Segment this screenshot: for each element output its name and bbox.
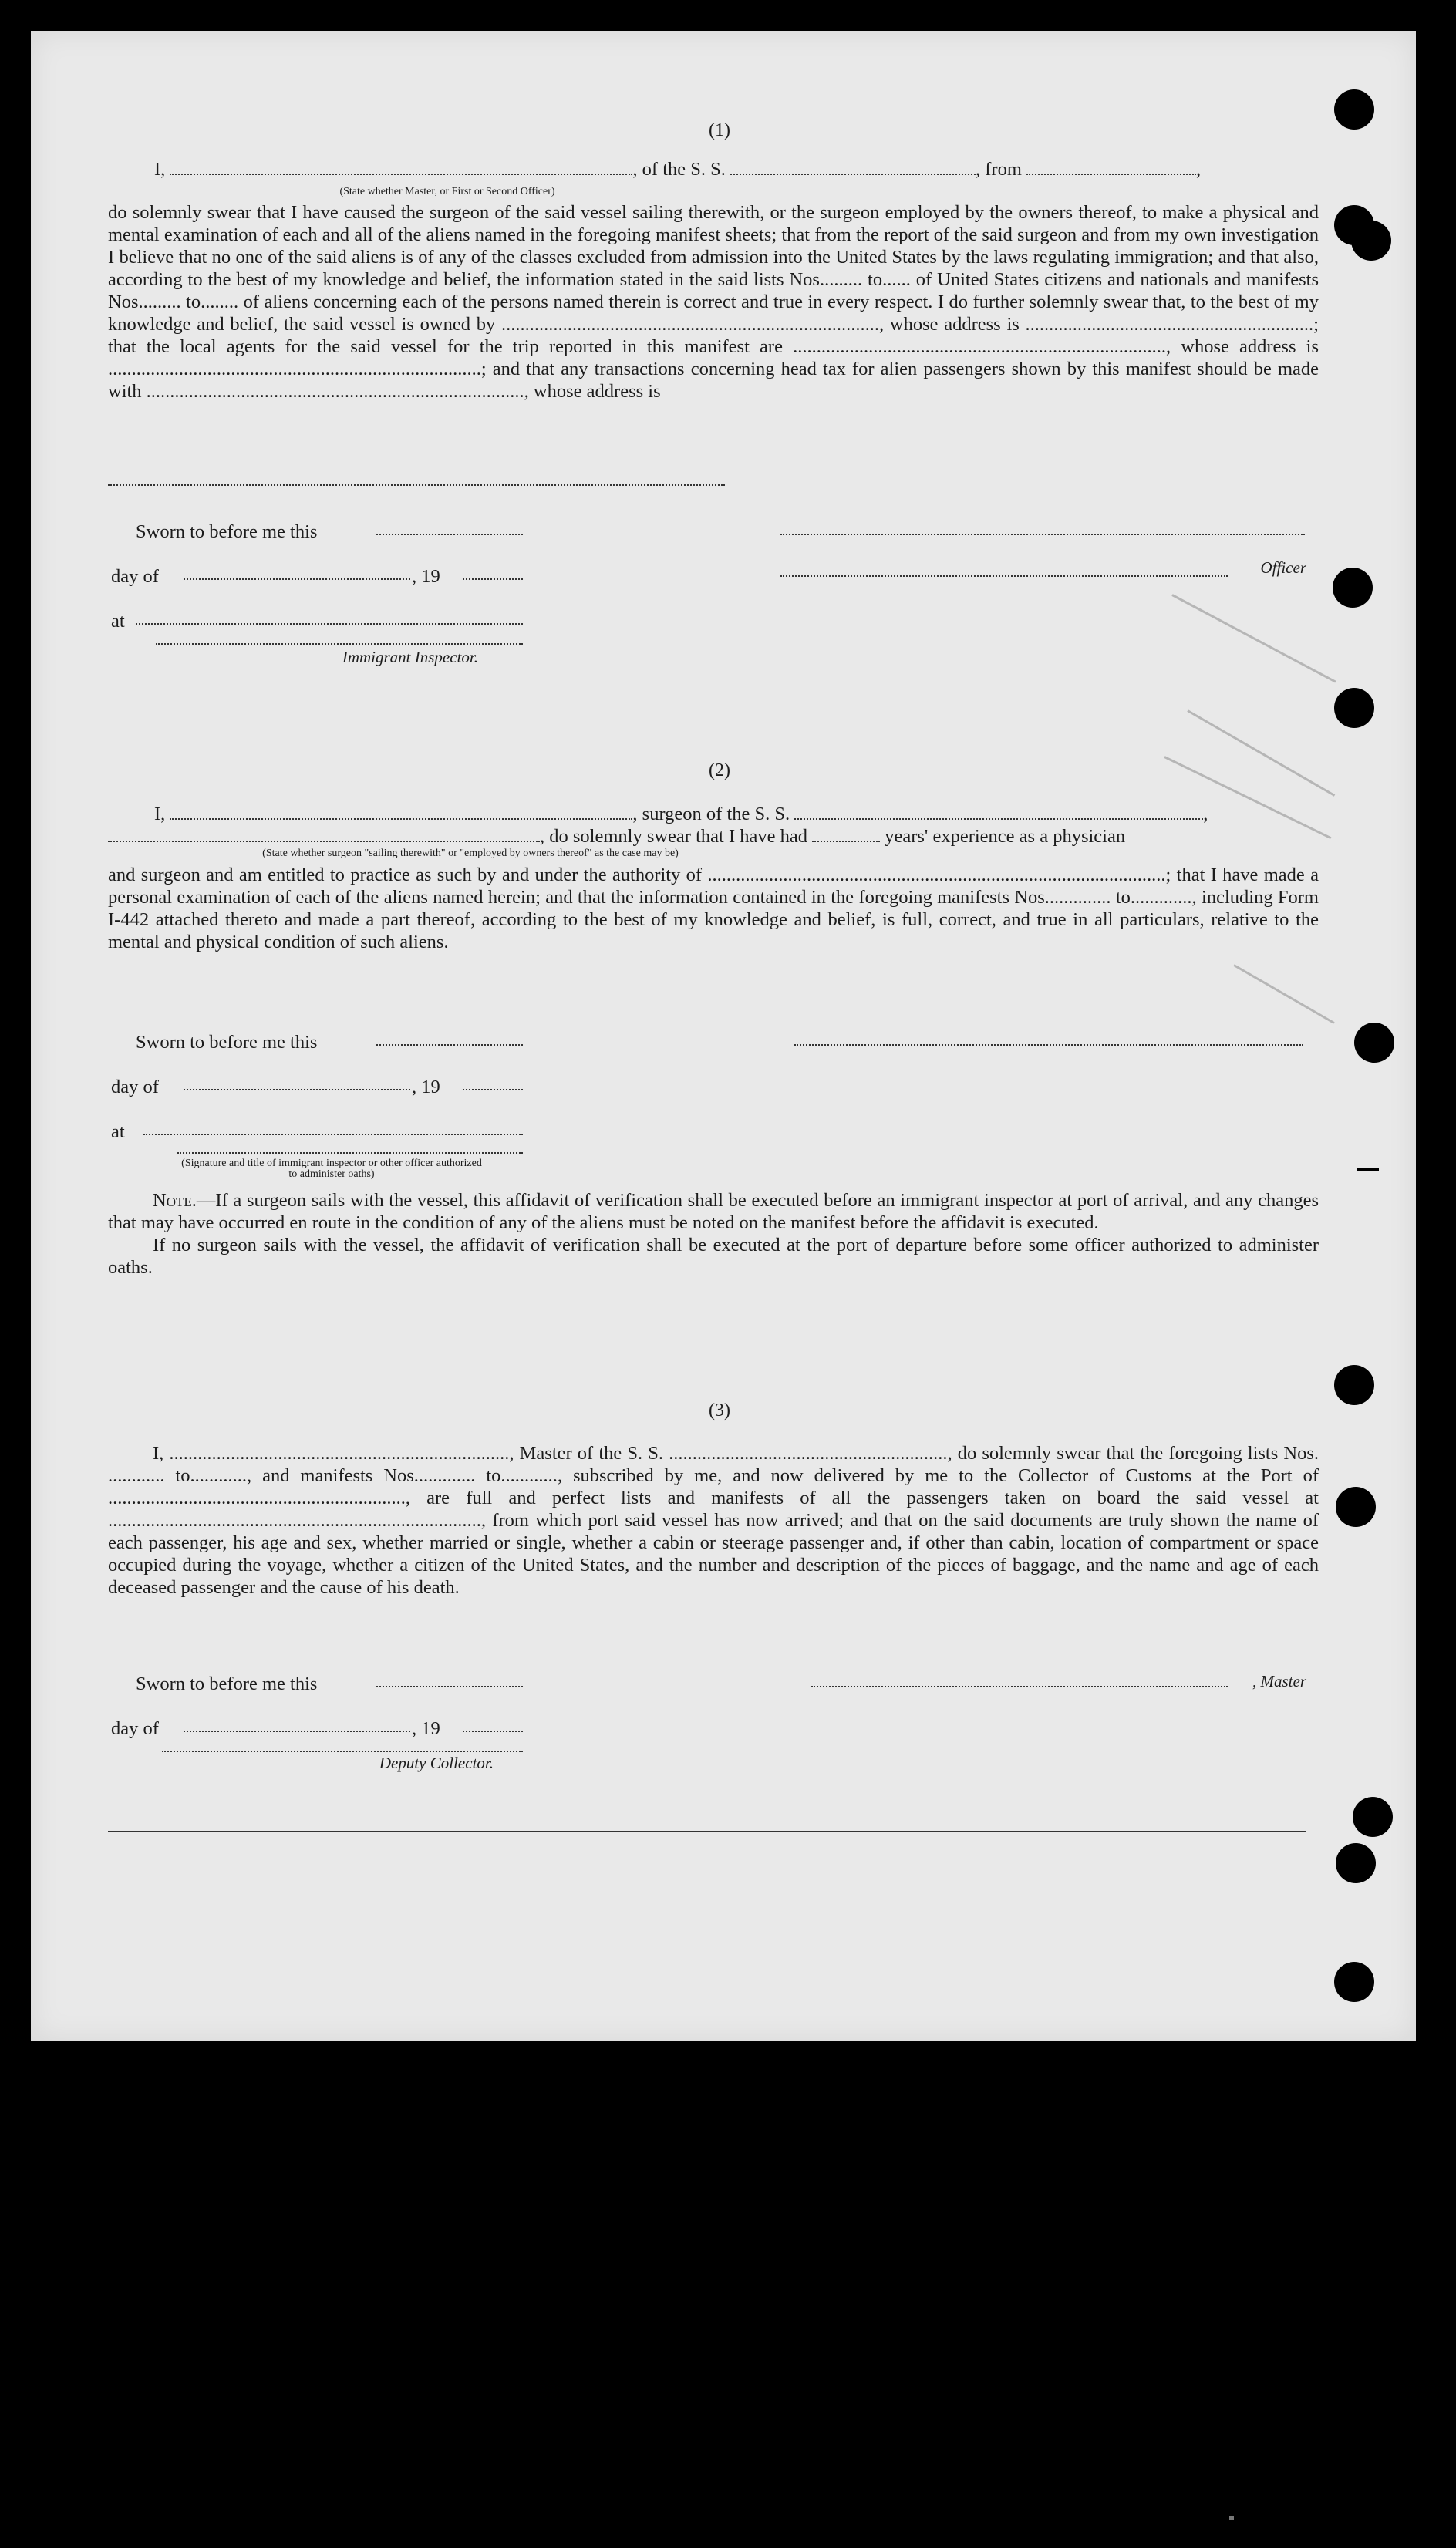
month-field[interactable]	[184, 578, 410, 580]
note-label: Note.	[153, 1190, 197, 1211]
section-1-number: (1)	[709, 120, 730, 140]
punch-hole	[1334, 1962, 1374, 2002]
section-1-line-1: I, , of the S. S. , from ,	[154, 159, 1202, 180]
section-2-oath-text: and surgeon and am entitled to practice as such by and under the authority of .................................................................................................; that I have made a personal examination of each of the aliens named herein; and that the information contained in the foregoing manifests Nos.............. to............., including Form I-442 attached thereto and made a part thereof, according to the best of my knowledge and belief, is full, correct, and true in all particulars, relative to the mental and physical condition of such aliens.	[108, 865, 1319, 952]
punch-hole	[1354, 1023, 1394, 1063]
master-signature-line[interactable]	[811, 1686, 1228, 1687]
sworn-label: Sworn to before me this	[136, 521, 318, 542]
surgeon-signature-line[interactable]	[794, 1044, 1303, 1046]
section-1-field-note: (State whether Master, or First or Second Officer)	[339, 186, 555, 197]
section-1-body	[108, 201, 1319, 403]
punch-hole	[1351, 221, 1391, 261]
section-3-number: (3)	[709, 1400, 730, 1421]
officer-signature-line-top[interactable]	[780, 534, 1305, 535]
section-2-line-2	[108, 826, 1306, 848]
at-field[interactable]	[136, 623, 523, 625]
officer-signature-line[interactable]	[780, 575, 1228, 577]
deputy-collector-title: Deputy Collector.	[379, 1754, 494, 1772]
sworn-label: Sworn to before me this	[136, 1673, 318, 1694]
day-of-label: day of	[111, 566, 159, 587]
address-continuation-line[interactable]	[108, 484, 725, 486]
at-label: at	[111, 1121, 125, 1142]
year-field[interactable]	[463, 1089, 523, 1090]
swear-label: , do solemnly swear that I have had	[540, 826, 807, 847]
margin-mark	[1357, 1168, 1379, 1171]
section-2-number: (2)	[709, 760, 730, 780]
manifest-affidavit-page	[31, 31, 1416, 2041]
bleed-through-mark	[1171, 594, 1336, 682]
punch-hole	[1336, 1843, 1376, 1883]
officer-signature-note: (Signature and title of immigrant inspector or other officer authorized to administer oaths)	[181, 1158, 482, 1180]
sworn-date-field[interactable]	[376, 1686, 523, 1687]
day-of-label: day of	[111, 1718, 159, 1739]
punch-hole	[1334, 1365, 1374, 1405]
year-prefix: , 19	[412, 566, 440, 587]
inspector-signature-line[interactable]	[156, 643, 523, 645]
sworn-date-field[interactable]	[376, 534, 523, 535]
years-label: years' experience as a physician	[885, 826, 1126, 847]
scan-speck	[1229, 2516, 1234, 2520]
sworn-date-field[interactable]	[376, 1044, 523, 1046]
year-field[interactable]	[463, 1731, 523, 1732]
surgeon-vessel-field[interactable]	[794, 804, 1203, 820]
year-prefix: , 19	[412, 1718, 440, 1739]
section-2-body	[108, 864, 1319, 953]
name-field[interactable]	[170, 160, 632, 175]
collector-signature-line[interactable]	[162, 1751, 523, 1752]
bleed-through-mark	[1187, 709, 1335, 797]
punch-hole	[1334, 688, 1374, 728]
year-prefix: , 19	[412, 1077, 440, 1097]
years-field[interactable]	[812, 827, 880, 842]
from-field[interactable]	[1026, 160, 1196, 175]
surgeon-name-field[interactable]	[170, 804, 632, 820]
bottom-rule	[108, 1831, 1306, 1832]
note-text-2: If no surgeon sails with the vessel, the affidavit of verification shall be executed at the port of departure before some officer authorized to administer oaths.	[108, 1235, 1319, 1278]
at-label: at	[111, 611, 125, 632]
month-field[interactable]	[184, 1089, 410, 1090]
i-label: I,	[154, 804, 166, 824]
month-field[interactable]	[184, 1731, 410, 1732]
section-2-notes	[108, 1189, 1319, 1279]
surgeon-of-ss-label: , surgeon of the S. S.	[632, 804, 790, 824]
section-2-line-1: I, , surgeon of the S. S. ,	[154, 804, 1208, 824]
section-3-oath-text: I, ........................................................................, Master of the S. S. ..........................................................., do solemnly swear that the foregoing lists Nos. ............ to............, and manifests Nos............. to............, subscribed by me, and now delivered by me to the Collector of Customs at the Port of ..............................................................., are full and perfect lists and manifests of all the passengers taken on board the said vessel at ..............................................................................., from which port said vessel has now arrived; and that on the said documents are truly shown the name of each passenger, his age and sex, whether married or single, whether a cabin or steerage passenger and, if other than cabin, location of compartment or space occupied during the voyage, whether a citizen of the United States, and the number and description of the pieces of baggage, and the name and age of each deceased passenger and the cause of his death.	[108, 1443, 1319, 1598]
punch-hole	[1353, 1797, 1393, 1837]
surgeon-capacity-field[interactable]	[108, 827, 540, 842]
officer-signature-line[interactable]	[177, 1152, 523, 1154]
section-2-field-note: (State whether surgeon "sailing therewith" or "employed by owners thereof" as the case may be)	[262, 848, 679, 859]
immigrant-inspector-title: Immigrant Inspector.	[342, 648, 478, 666]
bleed-through-mark	[1233, 964, 1334, 1024]
section-1-oath-text: do solemnly swear that I have caused the surgeon of the said vessel sailing therewith, or the surgeon employed by the owners thereof, to make a physical and mental examination of each and all of the aliens named in the foregoing manifest sheets; that from the report of the said surgeon and from my own investigation I believe that no one of the said aliens is of any of the classes excluded from admission into the United States by the laws regulating immigration; and that also, according to the best of my knowledge and belief, the information stated in the said lists Nos......... to...... of United States citizens and nationals and manifests Nos......... to........ of aliens concerning each of the persons named therein is correct and true in every respect. I do further solemnly swear that, to the best of my knowledge and belief, the said vessel is owned by ................................................................................, whose address is .............................................................; that the local agents for the said vessel for the trip reported in this manifest are ..............................................................................., whose address is ...............................................................................; and that any transactions concerning head tax for alien passengers shown by this manifest should be made with ................................................................................, whose address is	[108, 202, 1319, 402]
punch-hole	[1333, 568, 1373, 608]
from-label: , from	[976, 159, 1022, 180]
i-label: I,	[154, 159, 166, 180]
vessel-field[interactable]	[730, 160, 976, 175]
of-ss-label: , of the S. S.	[632, 159, 726, 180]
section-3-body	[108, 1442, 1319, 1599]
master-title: , Master	[1252, 1672, 1306, 1690]
note-text: —If a surgeon sails with the vessel, this affidavit of verification shall be executed before an immigrant inspector at port of arrival, and any changes that may have occurred en route in the condition of any of the aliens must be noted on the manifest before the affidavit is executed.	[108, 1190, 1319, 1233]
at-field[interactable]	[143, 1134, 523, 1135]
punch-hole	[1336, 1487, 1376, 1527]
year-field[interactable]	[463, 578, 523, 580]
sworn-label: Sworn to before me this	[136, 1032, 318, 1053]
officer-title: Officer	[1260, 558, 1306, 577]
day-of-label: day of	[111, 1077, 159, 1097]
